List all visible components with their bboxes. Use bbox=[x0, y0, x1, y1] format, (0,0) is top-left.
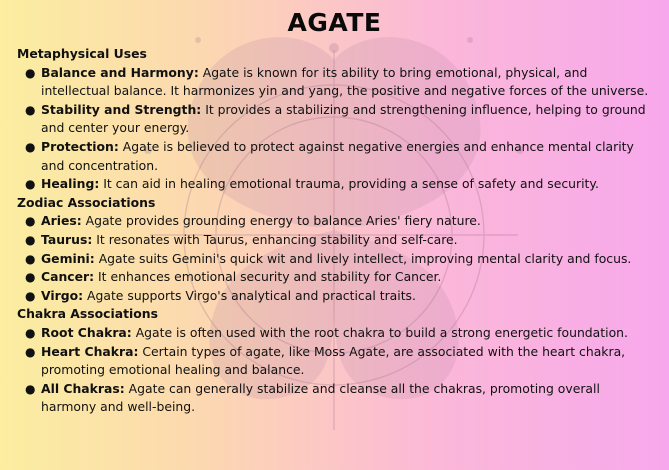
item-text: Agate is known for its ability to bring emotional, physical, and intellectual balance. It harmonizes yin and yang, the positive and negative forces of the universe. bbox=[41, 64, 649, 99]
list-item bbox=[17, 101, 657, 138]
list-item bbox=[17, 287, 657, 306]
item-term: All Chakras: bbox=[41, 380, 125, 396]
item-term: Heart Chakra: bbox=[41, 343, 139, 359]
list-item bbox=[17, 343, 657, 380]
item-text: Agate is believed to protect against negative energies and enhance mental clarity and concentration. bbox=[41, 138, 634, 173]
bullet-icon: ● bbox=[25, 232, 36, 247]
item-text: Agate supports Virgo's analytical and practical traits. bbox=[83, 287, 416, 303]
item-term: Stability and Strength: bbox=[41, 101, 202, 117]
bullet-icon: ● bbox=[25, 214, 36, 229]
section-metaphysical bbox=[17, 45, 657, 194]
bullet-icon: ● bbox=[25, 65, 36, 80]
list-item bbox=[17, 175, 657, 194]
list-item bbox=[17, 138, 657, 175]
bullet-icon: ● bbox=[25, 344, 36, 359]
section-heading: Metaphysical Uses bbox=[17, 46, 147, 61]
list-item bbox=[17, 212, 657, 231]
section-heading: Zodiac Associations bbox=[17, 194, 156, 210]
page-title: AGATE bbox=[287, 8, 382, 37]
list-item bbox=[17, 64, 657, 101]
item-term: Protection: bbox=[41, 138, 119, 154]
item-term: Balance and Harmony: bbox=[41, 64, 199, 80]
bullet-icon: ● bbox=[25, 381, 36, 396]
bullet-list bbox=[17, 212, 657, 305]
section-zodiac bbox=[17, 194, 657, 306]
item-text: It enhances emotional security and stability for Cancer. bbox=[94, 269, 442, 285]
bullet-icon: ● bbox=[25, 102, 36, 117]
item-text: Agate can generally stabilize and cleanse all the chakras, promoting overall harmony and well-being. bbox=[41, 380, 600, 415]
item-term: Aries: bbox=[41, 213, 82, 229]
bullet-icon: ● bbox=[25, 288, 36, 303]
body-text bbox=[17, 45, 657, 417]
list-item bbox=[17, 268, 657, 287]
list-item bbox=[17, 324, 657, 343]
item-text: Certain types of agate, like Moss Agate, are associated with the heart chakra, promoting emotional healing and balance. bbox=[41, 343, 626, 378]
item-text: It provides a stabilizing and strengthening influence, helping to ground and center your energy. bbox=[41, 101, 646, 136]
item-term: Root Chakra: bbox=[41, 324, 132, 340]
item-text: Agate is often used with the root chakra to build a strong energetic foundation. bbox=[131, 324, 628, 340]
bullet-icon: ● bbox=[25, 270, 36, 285]
bullet-icon: ● bbox=[25, 177, 36, 192]
item-text: Agate suits Gemini's quick wit and lively intellect, improving mental clarity and focus. bbox=[94, 250, 632, 266]
item-text: It resonates with Taurus, enhancing stability and self-care. bbox=[92, 231, 458, 247]
bullet-icon: ● bbox=[25, 251, 36, 266]
section-heading: Chakra Associations bbox=[17, 306, 158, 322]
item-term: Healing: bbox=[41, 176, 100, 192]
list-item bbox=[17, 380, 657, 417]
item-term: Virgo: bbox=[41, 287, 84, 303]
section-chakra bbox=[17, 305, 657, 417]
item-term: Gemini: bbox=[41, 250, 95, 266]
bullet-list bbox=[17, 64, 657, 194]
item-text: Agate provides grounding energy to balance Aries' fiery nature. bbox=[81, 213, 481, 229]
item-text: It can aid in healing emotional trauma, providing a sense of safety and security. bbox=[99, 176, 599, 192]
bullet-icon: ● bbox=[25, 139, 36, 154]
list-item bbox=[17, 250, 657, 269]
item-term: Cancer: bbox=[41, 269, 95, 285]
bullet-list bbox=[17, 324, 657, 417]
list-item bbox=[17, 231, 657, 250]
bullet-icon: ● bbox=[25, 325, 36, 340]
item-term: Taurus: bbox=[41, 231, 93, 247]
